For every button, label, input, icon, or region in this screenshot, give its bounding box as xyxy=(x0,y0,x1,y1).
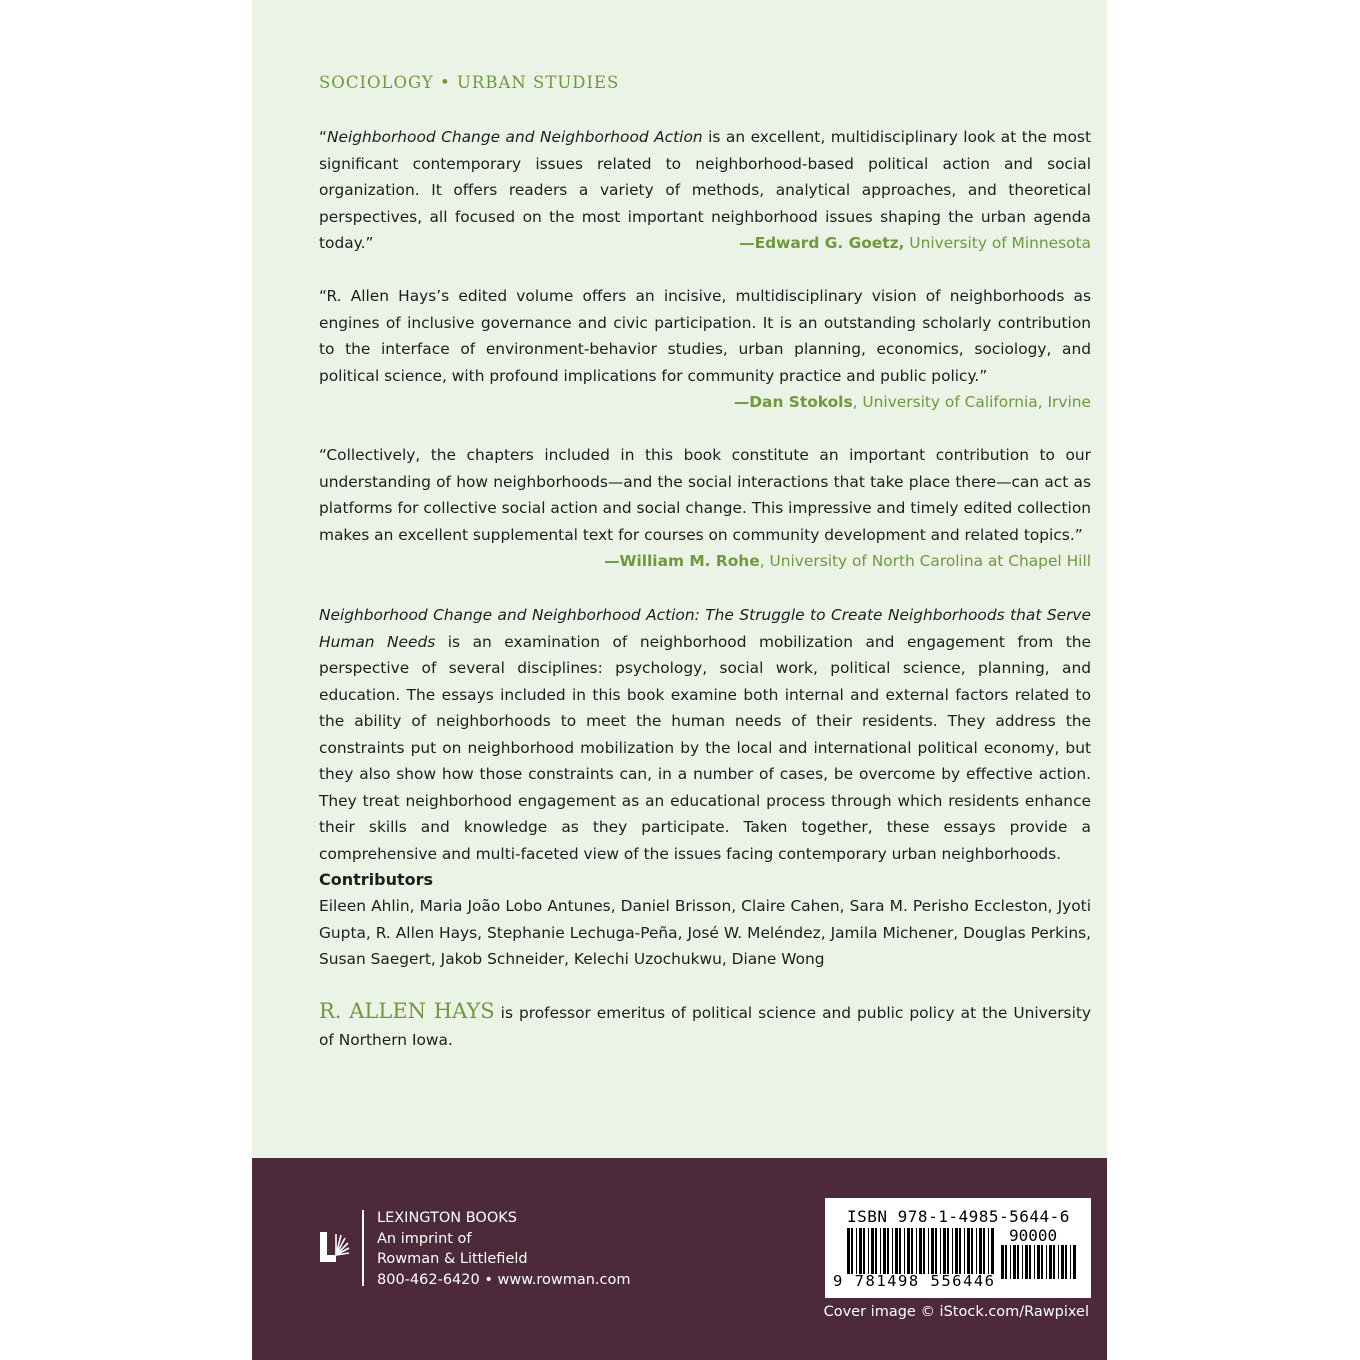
publisher-info xyxy=(377,1208,631,1290)
contributors-heading: Contributors xyxy=(319,870,434,889)
publisher-parent: Rowman & Littlefield xyxy=(377,1251,528,1267)
contributors-list: Eileen Ahlin, Maria João Lobo Antunes, Daniel Brisson, Claire Cahen, Sara M. Perisho Eccleston, Jyoti Gupta, R. Allen Hays, Stephanie Lechuga-Peña, José W. Meléndez, Jamila Michener, Douglas Perkins, Susan Saegert, Jakob Schneider, Kelechi Uzochukwu, Diane Wong xyxy=(319,897,1091,968)
attribution-affiliation: , University of California, Irvine xyxy=(852,393,1091,411)
quote-rohe: “Collectively, the chapters included in this book constitute an important contribution to our understanding of how neighborhoods—and the social interactions that take place there—can act as platforms for collective social action and social change. This impressive and timely edited collection makes an excellent supplemental text for courses on community development and related topics.” xyxy=(319,446,1091,544)
author-name: R. ALLEN HAYS xyxy=(319,999,495,1023)
quote-open-mark: “ xyxy=(319,128,327,146)
attribution-dash: — xyxy=(733,393,750,411)
isbn-barcode xyxy=(825,1198,1091,1298)
attribution-affiliation: , University of North Carolina at Chapel Hill xyxy=(759,552,1091,570)
price-code: 90000 xyxy=(1009,1226,1058,1245)
attribution-dash: — xyxy=(739,234,755,252)
author-bio xyxy=(319,998,1091,1053)
attribution-dash: — xyxy=(604,552,620,570)
publisher-footer xyxy=(252,1158,1107,1360)
attribution-name: Dan Stokols xyxy=(749,393,853,411)
category-label: SOCIOLOGY • URBAN STUDIES xyxy=(319,73,620,92)
publisher-imprint: An imprint of xyxy=(377,1230,472,1247)
quote-attribution-goetz xyxy=(739,230,1091,257)
quote-attribution-stokols xyxy=(734,389,1091,416)
book-description xyxy=(319,602,1091,867)
author-bio-text: is professor emeritus of political science and public policy at the University of Northern Iowa. xyxy=(319,1004,1091,1049)
publisher-logo-icon xyxy=(320,1228,350,1264)
quote-text: is an excellent, multidisciplinary look at the most significant contemporary issues related to neighborhood-based political action and social organization. It offers readers a variety of methods, analytical approaches, and theoretical perspectives, all focused on the most important neighborhood issues shaping the urban agenda today.” xyxy=(319,128,1091,252)
attribution-affiliation: University of Minnesota xyxy=(904,234,1091,252)
ean-digits: 9 781498 556446 xyxy=(833,1272,996,1290)
cover-image-credit: Cover image © iStock.com/Rawpixel xyxy=(823,1304,1089,1320)
attribution-name: Edward G. Goetz, xyxy=(754,234,905,252)
publisher-contact: 800-462-6420 • www.rowman.com xyxy=(377,1271,631,1288)
isbn-number: ISBN 978-1-4985-5644-6 xyxy=(847,1207,1070,1226)
back-cover xyxy=(252,0,1107,1360)
footer-divider xyxy=(362,1210,364,1286)
description-text: is an examination of neighborhood mobilization and engagement from the perspective of several disciplines: psychology, social work, political science, planning, and education. The essays included in this book examine both internal and external factors related to the ability of neighborhoods to meet the human needs of their residents. They address the constraints put on neighborhood mobilization by the local and international political economy, but they also show how those constraints can, in a number of cases, be overcome by effective action. They treat neighborhood engagement as an educational process through which residents enhance their skills and knowledge as they participate. Taken together, these essays provide a comprehensive and multi-faceted view of the issues facing contemporary urban neighborhoods. xyxy=(319,632,1091,863)
quote-book-title: Neighborhood Change and Neighborhood Action xyxy=(326,128,703,146)
publisher-name: LEXINGTON BOOKS xyxy=(377,1210,517,1226)
description-book-title: Neighborhood Change and Neighborhood Action: The Struggle to Create Neighborhoods that Serve Human Needs xyxy=(319,606,1091,651)
attribution-name: William M. Rohe xyxy=(619,552,760,570)
quote-stokols: “R. Allen Hays’s edited volume offers an incisive, multidisciplinary vision of neighborhoods as engines of inclusive governance and civic participation. It is an outstanding scholarly contribution to the interface of environment-behavior studies, urban planning, economics, sociology, and political science, with profound implications for community practice and public policy.” xyxy=(319,287,1091,385)
quote-attribution-rohe xyxy=(604,548,1091,575)
